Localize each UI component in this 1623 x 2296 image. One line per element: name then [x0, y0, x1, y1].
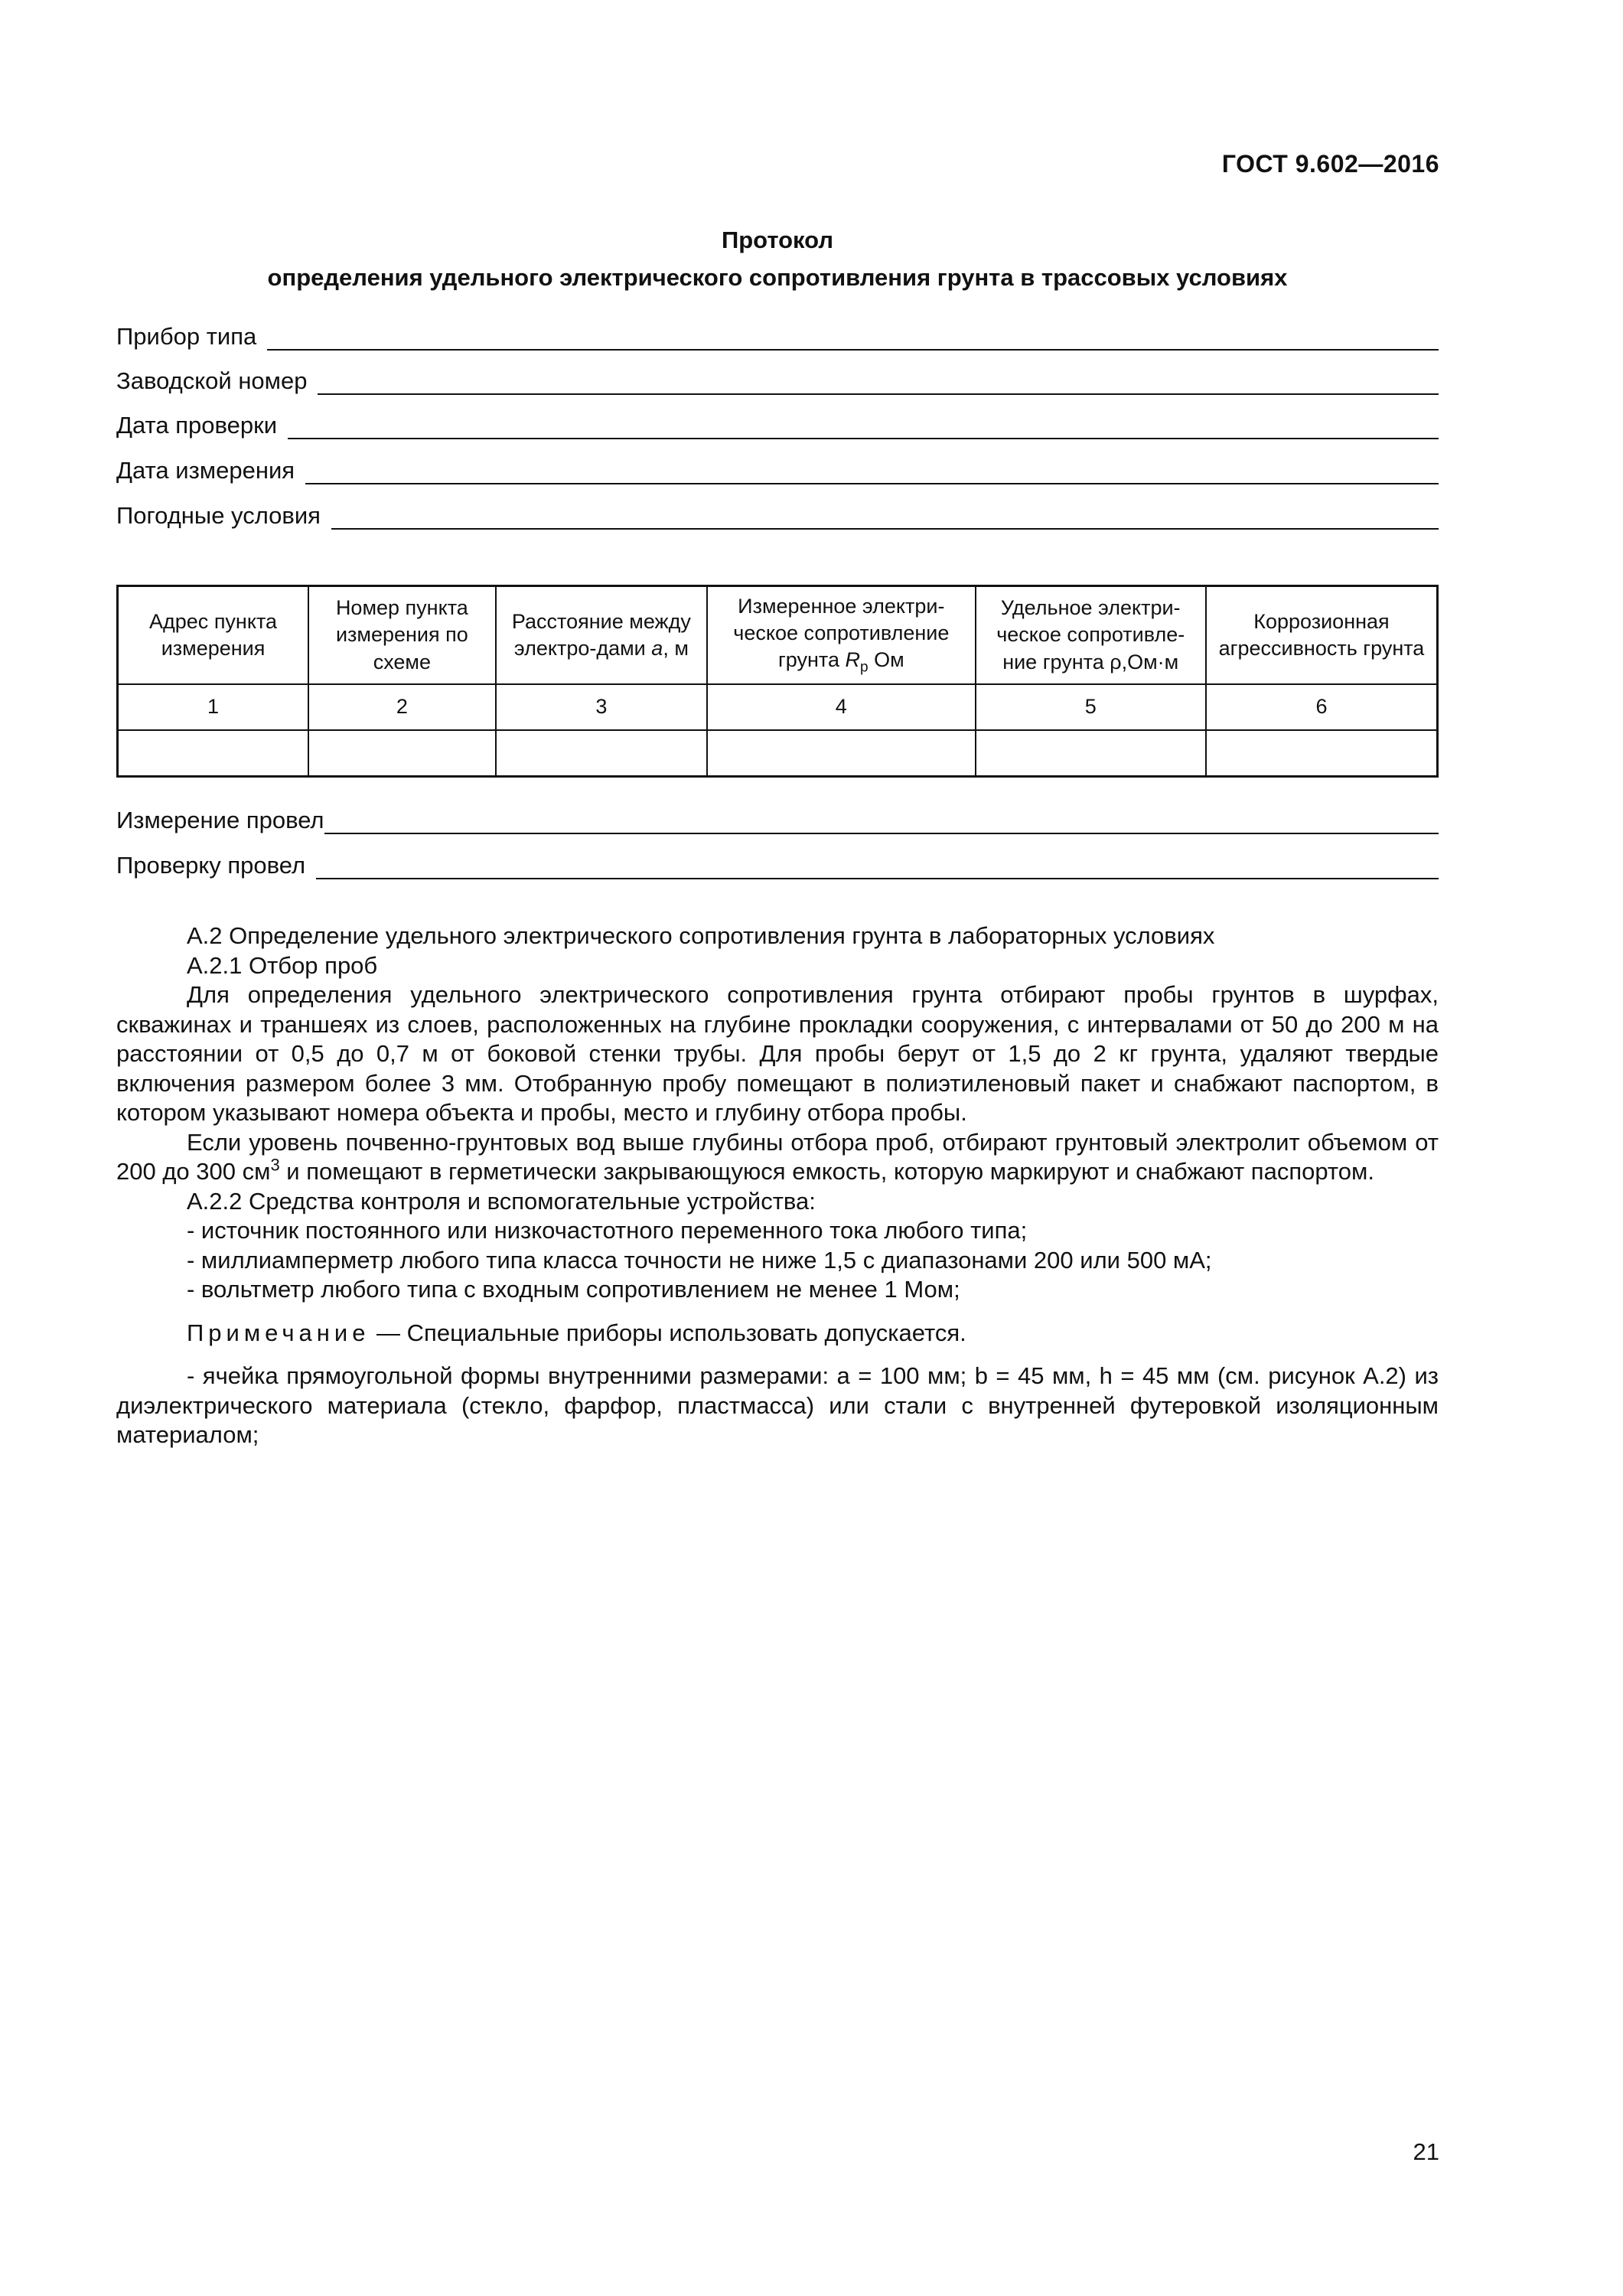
table-row-numbers — [118, 684, 1438, 730]
table-cell[interactable] — [118, 730, 309, 777]
list-item: - миллиамперметр любого типа класса точности не ниже 1,5 с диапазонами 200 или 500 мА; — [187, 1246, 1212, 1274]
col-number: 2 — [308, 684, 496, 730]
paragraph: Если уровень почвенно-грунтовых вод выше глубины отбора проб, отбирают грунтовый электролит объемом от 200 до 300 $см^3$ и помещают в герметически закрывающуюся емкость, которую маркируют и снабжают паспортом. — [116, 1128, 1439, 1185]
subsection-heading: А.2.1 Отбор проб — [187, 951, 378, 979]
field-label: Дата проверки — [116, 412, 278, 439]
col-number: 5 — [976, 684, 1206, 730]
col-number: 6 — [1206, 684, 1438, 730]
fill-line[interactable] — [318, 367, 1439, 395]
field-device-type — [116, 320, 1439, 351]
fill-line[interactable] — [331, 502, 1439, 530]
field-weather-conditions — [116, 499, 1439, 530]
table-cell[interactable] — [308, 730, 496, 777]
section-heading: А.2 Определение удельного электрического сопротивления грунта в лабораторных условиях — [187, 922, 1215, 949]
field-label: Дата измерения — [116, 457, 295, 484]
table-cell[interactable] — [496, 730, 707, 777]
col-number: 3 — [496, 684, 707, 730]
table-row-empty — [118, 730, 1438, 777]
protocol-table — [116, 585, 1439, 778]
fill-line[interactable] — [288, 412, 1439, 439]
field-label: Заводской номер — [116, 367, 308, 394]
note: Примечание — Специальные приборы использовать допускается. — [187, 1319, 966, 1346]
list-item: - источник постоянного или низкочастотного переменного тока любого типа; — [187, 1217, 1028, 1244]
field-label: Прибор типа — [116, 323, 257, 350]
table-header-row — [118, 586, 1438, 685]
field-measured-by — [116, 804, 1439, 834]
field-check-date — [116, 409, 1439, 439]
list-item: - ячейка прямоугольной формы внутренними размерами: а = 100 мм; b = 45 мм, h = 45 мм (см. рисунок А.2) из диэлектрического материала (стекло, фарфор, пластмасса) или стали с внутренней футеровкой изоляционным материалом; — [116, 1362, 1439, 1448]
field-measurement-date — [116, 454, 1439, 484]
col-header-resistivity: Удельное электри-ческое сопротивле-ние грунта ρ,Ом·м — [976, 586, 1206, 685]
table-cell[interactable] — [1206, 730, 1438, 777]
subsection-heading: А.2.2 Средства контроля и вспомогательные устройства: — [187, 1187, 816, 1215]
fill-line[interactable] — [305, 457, 1439, 484]
col-header-distance: Расстояние между электро-дами а, м — [496, 586, 707, 685]
table-cell[interactable] — [976, 730, 1206, 777]
col-header-address: Адрес пункта измерения — [118, 586, 309, 685]
protocol-subtitle: определения удельного электрического сопротивления грунта в трассовых условиях — [267, 264, 1288, 291]
fill-line[interactable] — [316, 852, 1439, 879]
protocol-title: Протокол — [721, 227, 834, 253]
paragraph: Для определения удельного электрического сопротивления грунта отбирают пробы грунтов в шурфах, скважинах и траншеях из слоев, расположенных на глубине прокладки сооружения, с интервалами от 50 до 200 м на расстоянии от 0,5 до 0,7 м от боковой стенки трубы. Для пробы берут от 1,5 до 2 кг грунта, удаляют твердые включения размером более 3 мм. Отобранную пробу помещают в полиэтиленовый пакет и снабжают паспортом, в котором указывают номера объекта и пробы, место и глубину отбора пробы. — [116, 981, 1439, 1126]
field-serial-number — [116, 364, 1439, 395]
fill-line[interactable] — [267, 323, 1439, 351]
col-header-corrosiveness: Коррозионная агрессивность грунта — [1206, 586, 1438, 685]
table-cell[interactable] — [707, 730, 975, 777]
field-checked-by — [116, 849, 1439, 879]
standard-code: ГОСТ 9.602—2016 — [1221, 150, 1439, 178]
page-number: 21 — [1413, 2138, 1439, 2165]
col-number: 4 — [707, 684, 975, 730]
col-header-point-number: Номер пункта измерения по схеме — [308, 586, 496, 685]
field-label: Измерение провел — [116, 807, 324, 833]
list-item: - вольтметр любого типа с входным сопротивлением не менее 1 Мом; — [187, 1276, 960, 1303]
body-text — [116, 921, 1439, 1450]
col-number: 1 — [118, 684, 309, 730]
col-header-measured-resistance: Измеренное электри-ческое сопротивление грунта $R_р$ Ом — [707, 586, 975, 685]
fill-line[interactable] — [324, 807, 1439, 834]
field-label: Проверку провел — [116, 852, 306, 879]
field-label: Погодные условия — [116, 502, 321, 529]
